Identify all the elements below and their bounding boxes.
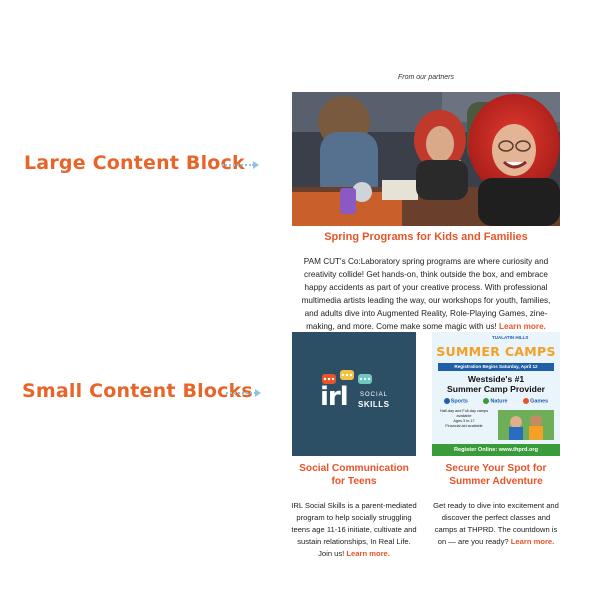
large-block-image[interactable] bbox=[292, 92, 560, 226]
irl-logo-sub2: SKILLS bbox=[358, 400, 390, 409]
irl-logo bbox=[292, 332, 416, 456]
small-left-body bbox=[290, 500, 418, 560]
camp-categories bbox=[436, 398, 556, 404]
large-block-title[interactable]: Spring Programs for Kids and Families bbox=[324, 231, 528, 243]
large-block-body bbox=[294, 255, 558, 333]
small-block-arrowhead bbox=[255, 389, 261, 397]
small-right-title-line1: Secure Your Spot for bbox=[445, 463, 547, 474]
sports-label: Sports bbox=[450, 398, 468, 405]
camp-headline-2: Summer Camp Provider bbox=[447, 384, 545, 394]
large-block-pointer bbox=[222, 164, 254, 166]
nature-label: Nature bbox=[490, 398, 508, 405]
camp-org-name: TUALATIN HILLS bbox=[492, 335, 529, 340]
small-right-body bbox=[430, 500, 562, 548]
nature-category bbox=[483, 398, 507, 404]
hero-photo bbox=[292, 92, 560, 226]
small-right-learn-more-link[interactable]: Learn more. bbox=[510, 537, 555, 546]
large-block-learn-more-link[interactable]: Learn more. bbox=[499, 322, 546, 331]
large-content-block-label: Large Content Block bbox=[24, 152, 245, 174]
small-left-title-line1: Social Communication bbox=[299, 463, 409, 474]
irl-logo-main: irl bbox=[320, 382, 348, 412]
camp-register-line: Register Online: www.thprd.org bbox=[432, 444, 560, 456]
sports-icon bbox=[444, 398, 450, 404]
sports-category bbox=[444, 398, 468, 404]
nature-icon bbox=[483, 398, 489, 404]
small-block-pointer bbox=[226, 392, 256, 394]
camp-info-1: Half-day and Full-day camps available bbox=[439, 409, 489, 418]
small-block-right-image[interactable] bbox=[432, 332, 560, 456]
camp-info-2: Ages 3 to 17 bbox=[453, 419, 475, 423]
small-left-body-text: IRL Social Skills is a parent-mediated program to help socially struggling teens age 11-16 initiate, cultivate and sustain relationships, In Real Life. Join us! bbox=[291, 501, 417, 558]
small-left-learn-more-link[interactable]: Learn more. bbox=[346, 549, 390, 558]
large-block-body-text: PAM CUT's Co:Laboratory spring programs are where curiosity and creativity collide! Get hands-on, think outside the box, and embrace happy accidents as part of your creative process. With professional multimedia artists leading the way, our workshops for youth, families, and adults dive into Augmented Reality, Role-Playing Games, zine-making, and more. Come make some magic with us! bbox=[301, 257, 551, 331]
games-category bbox=[523, 398, 548, 404]
partners-label: From our partners bbox=[397, 74, 455, 81]
irl-logo-sub1: SOCIAL bbox=[360, 392, 389, 398]
games-label: Games bbox=[530, 398, 549, 405]
games-icon bbox=[523, 398, 529, 404]
small-left-title-line2: for Teens bbox=[331, 476, 377, 487]
small-right-title-line2: Summer Adventure bbox=[449, 476, 543, 487]
camp-headline-1: Westside's #1 bbox=[467, 374, 525, 384]
small-content-blocks-label: Small Content Blocks bbox=[22, 380, 253, 402]
camp-registration-bar: Registration Begins Saturday, April 12 bbox=[438, 363, 554, 371]
small-left-title[interactable] bbox=[290, 462, 418, 488]
camp-info-3: Financial aid available bbox=[445, 424, 483, 428]
small-right-title[interactable] bbox=[430, 462, 562, 488]
large-block-arrowhead bbox=[253, 161, 259, 169]
small-block-left-image[interactable] bbox=[292, 332, 416, 456]
camp-banner: SUMMER CAMPS bbox=[436, 344, 556, 359]
small-right-body-text: Get ready to dive into excitement and discover the perfect classes and camps at THPRD. The countdown is on — are you ready? bbox=[433, 501, 559, 546]
email-preview bbox=[284, 0, 568, 600]
camp-info bbox=[436, 409, 492, 429]
camp-kids-photo bbox=[498, 410, 554, 440]
